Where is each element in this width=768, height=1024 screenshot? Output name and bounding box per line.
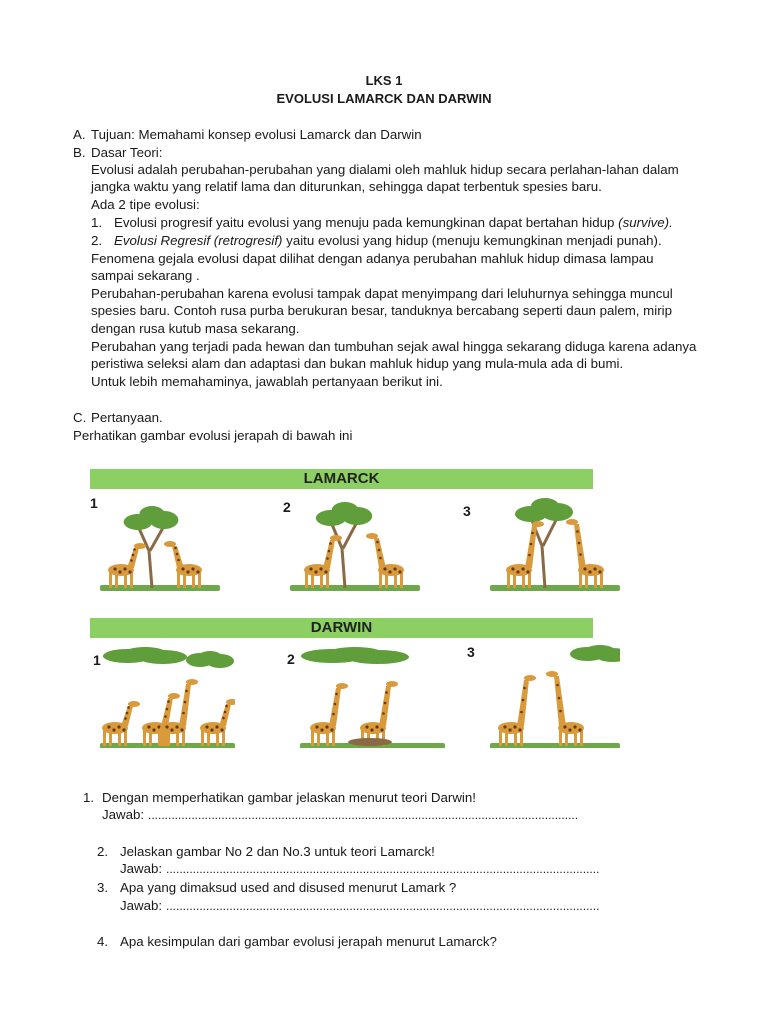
theory-paragraph-4-line-3: dengan rusa kutub masa sekarang. [91,321,300,336]
theory-paragraph-6: Untuk lebih memahaminya, jawablah pertanyaan berikut ini. [91,374,443,389]
lamarck-scene-2 [290,492,420,592]
question-2-answer-label: Jawab: [120,861,163,876]
lamarck-panel-3-number: 3 [463,503,471,519]
worksheet-subtitle: EVOLUSI LAMARCK DAN DARWIN [276,91,492,106]
question-3-text: Apa yang dimaksud used and disused menurut Lamark ? [120,880,457,895]
theory-paragraph-5-line-2: peristiwa seleksi alam dan adaptasi dan bukan mahluk hidup yang mula-mula ada di bumi. [91,356,624,371]
type-1-italic: (survive). [618,215,673,230]
theory-paragraph-4-line-1: Perubahan-perubahan karena evolusi tampak dapat menyimpang dari leluhurnya sehingga muncul [91,286,673,301]
lamarck-banner: LAMARCK [90,469,593,489]
theory-paragraph-1-line-2: jangka waktu yang relatif lama dan diturunkan, sehingga dapat terbentuk spesies baru. [91,179,602,194]
lamarck-scene-3 [490,492,620,592]
giraffe [102,701,140,746]
giraffe [566,519,604,588]
theory-paragraph-3-line-2: sampai sekarang . [91,268,200,283]
question-1-answer-field[interactable]: ................................................................................................................................. [148,808,579,822]
giraffe [108,543,146,588]
type-2-italic: Evolusi Regresif (retrogresif) [114,233,283,248]
type-1-plain: Evolusi progresif yaitu evolusi yang menuju pada kemungkinan dapat bertahan hidup [114,215,619,230]
darwin-scene-3 [490,642,620,748]
theory-paragraph-3-line-1: Fenomena gejala evolusi dapat dilihat dengan adanya perubahan mahluk hidup dimasa lampau [91,251,654,266]
question-3-answer-field[interactable]: .................................................................................................................................. [166,899,600,913]
question-2-answer-field[interactable]: .................................................................................................................................. [166,862,600,876]
question-3-answer-label: Jawab: [120,898,163,913]
lamarck-panel-1-number: 1 [90,495,98,511]
giraffe [366,533,404,588]
darwin-scene-1 [100,646,235,748]
question-4-text: Apa kesimpulan dari gambar evolusi jerapah menurut Lamarck? [120,934,497,949]
theory-paragraph-4-line-2: spesies baru. Contoh rusa purba berukuran besar, tanduknya bercabang seperti daun palem, mirip [91,303,672,318]
darwin-banner: DARWIN [90,618,593,638]
worksheet-title: LKS 1 [365,73,403,88]
question-4-number: 4. [97,934,109,949]
section-c-marker: C. [73,410,87,425]
question-3-number: 3. [97,880,109,895]
type-1-text [114,214,673,232]
giraffe [200,699,235,746]
darwin-panel-3-number: 3 [467,644,475,660]
tree-canopy [103,647,187,664]
darwin-panel-1-number: 1 [93,652,101,668]
giraffe [546,671,584,746]
type-1-number: 1. [91,215,103,230]
figure-intro: Perhatikan gambar evolusi jerapah di bawah ini [73,428,353,443]
section-b-marker: B. [73,145,86,160]
giraffe [506,521,544,588]
giraffe [360,681,398,746]
type-2-number: 2. [91,233,103,248]
fallen-giraffe [348,738,392,746]
section-a-text: Tujuan: Memahami konsep evolusi Lamarck dan Darwin [91,127,422,142]
tree-canopy [570,645,620,662]
question-1-text: Dengan memperhatikan gambar jelaskan menurut teori Darwin! [102,790,476,805]
acacia-tree [316,502,372,588]
giraffe [164,541,202,588]
lamarck-scene-1 [100,492,220,592]
giraffe [310,683,348,746]
giraffe [498,675,536,746]
theory-paragraph-5-line-1: Perubahan yang terjadi pada hewan dan tumbuhan sejak awal hingga sekarang diduga karena adanya [91,339,697,354]
darwin-scene-2 [300,646,445,748]
type-2-plain: yaitu evolusi yang hidup (menuju kemungkinan menjadi punah). [282,233,662,248]
grass-strip [490,743,620,748]
section-c-heading: Pertanyaan. [91,410,163,425]
section-a-marker: A. [73,127,86,142]
tree-canopy [301,647,409,664]
question-2-text: Jelaskan gambar No 2 dan No.3 untuk teori Lamarck! [120,844,435,859]
tree-canopy [186,651,234,668]
theory-paragraph-1-line-1: Evolusi adalah perubahan-perubahan yang dialami oleh mahluk hidup secara perlahan-lahan dalam [91,162,679,177]
type-2-text [114,232,662,250]
darwin-panel-2-number: 2 [287,651,295,667]
giraffe [304,535,342,588]
evolution-types-intro: Ada 2 tipe evolusi: [91,197,200,212]
question-1-answer-label: Jawab: [102,807,145,822]
section-b-heading: Dasar Teori: [91,145,163,160]
lamarck-panel-2-number: 2 [283,499,291,515]
question-2-number: 2. [97,844,109,859]
question-1-number: 1. [83,790,95,805]
